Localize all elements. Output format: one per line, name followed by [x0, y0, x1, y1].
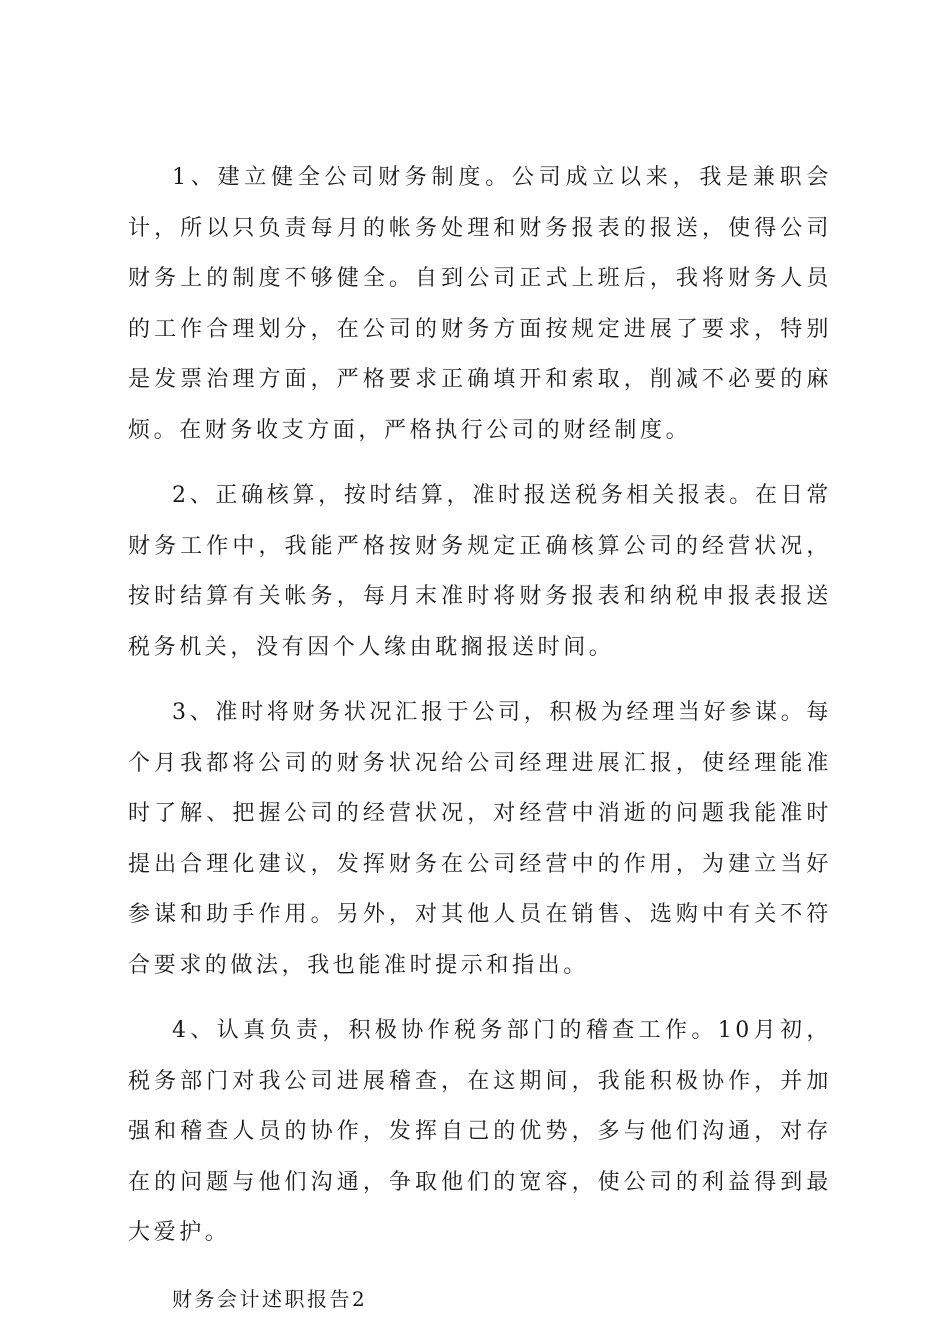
paragraph-1: 1、建立健全公司财务制度。公司成立以来，我是兼职会计，所以只负责每月的帐务处理和财务报表的报送，使得公司财务上的制度不够健全。自到公司正式上班后，我将财务人员的工作合理划分，在公司的财务方面按规定进展了要求，特别是发票治理方面，严格要求正确填开和索取，削减不必要的麻烦。在财务收支方面，严格执行公司的财经制度。	[128, 165, 832, 443]
document-body	[128, 153, 832, 1324]
section-heading: 财务会计述职报告2	[172, 1286, 368, 1311]
paragraph-2: 2、正确核算，按时结算，准时报送税务相关报表。在日常财务工作中，我能严格按财务规定正确核算公司的经营状况，按时结算有关帐务，每月末准时将财务报表和纳税申报表报送税务机关，没有因个人缘由耽搁报送时间。	[128, 483, 832, 660]
paragraph-3: 3、准时将财务状况汇报于公司，积极为经理当好参谋。每个月我都将公司的财务状况给公司经理进展汇报，使经理能准时了解、把握公司的经营状况，对经营中消逝的问题我能准时提出合理化建议，发挥财务在公司经营中的作用，为建立当好参谋和助手作用。另外，对其他人员在销售、选购中有关不符合要求的做法，我也能准时提示和指出。	[128, 700, 832, 978]
paragraph-4: 4、认真负责，积极协作税务部门的稽查工作。10月初，税务部门对我公司进展稽查，在这期间，我能积极协作，并加强和稽查人员的协作，发挥自己的优势，多与他们沟通，对存在的问题与他们沟通，争取他们的宽容，使公司的利益得到最大爱护。	[128, 1018, 832, 1245]
